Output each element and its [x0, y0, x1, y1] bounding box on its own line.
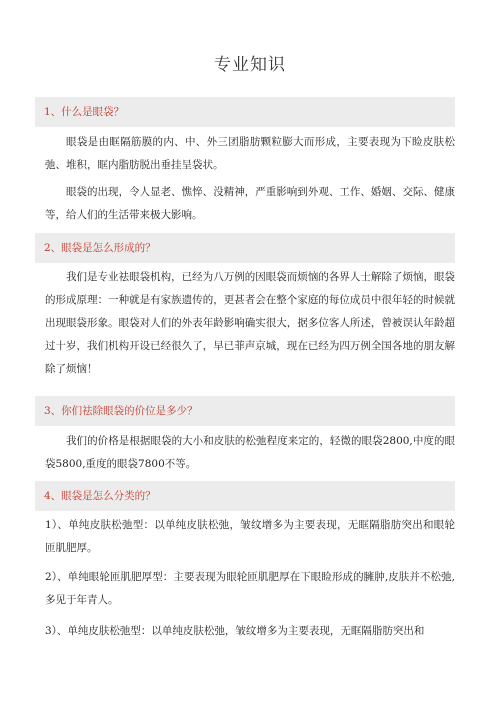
section-heading-how-formed: 2、眼袋是怎么形成的？ — [35, 233, 455, 263]
section-4-list-item-3: 3）、单纯皮肤松弛型：以单纯皮肤松弛，皱纹增多为主要表现，无眶隔脂肪突出和 — [45, 625, 425, 637]
section-heading-price: 3、你们祛除眼袋的价位是多少？ — [35, 396, 455, 426]
section-1-paragraph-2: 眼袋的出现，令人显老、憔悴、没精神，严重影响到外观、工作、婚姻、交际、健康等，给人们的生活带来极大影响。 — [45, 186, 455, 221]
section-1-paragraph-1: 眼袋是由眶隔筋膜的内、中、外三团脂肪颗粒膨大而形成，主要表现为下睑皮肤松弛、堆积，眶内脂肪脱出垂挂呈袋状。 — [45, 136, 455, 171]
section-4-list-item-2: 2）、单纯眼轮匝肌肥厚型：主要表现为眼轮匝肌肥厚在下眼睑形成的臃肿,皮肤并不松弛,多见于年青人。 — [45, 571, 455, 606]
section-heading-what-is-eye-bag: 1、什么是眼袋？ — [35, 97, 455, 127]
document-title: 专业知识 — [214, 55, 286, 75]
section-3-paragraph-1: 我们的价格是根据眼袋的大小和皮肤的松弛程度来定的，轻微的眼袋2800,中度的眼袋5800,重度的眼袋7800不等。 — [45, 435, 455, 470]
section-2-paragraph-1: 我们是专业祛眼袋机构，已经为八万例的因眼袋而烦恼的各界人士解除了烦恼，眼袋的形成原理：一种就是有家族遗传的，更甚者会在整个家庭的每位成员中很年轻的时候就出现眼袋形象。眼袋对人们的外表年龄影响确实很大，据多位客人所述，曾被误认年龄超过十岁，我们机构开设已经很久了，早已菲声京城，现在已经为四万例全国各地的朋友解除了烦恼！ — [45, 271, 455, 375]
section-heading-classification: 4、眼袋是怎么分类的？ — [35, 481, 455, 511]
section-4-list-item-1: 1）、单纯皮肤松弛型：以单纯皮肤松弛，皱纹增多为主要表现，无眶隔脂肪突出和眼轮匝肌肥厚。 — [45, 519, 455, 554]
